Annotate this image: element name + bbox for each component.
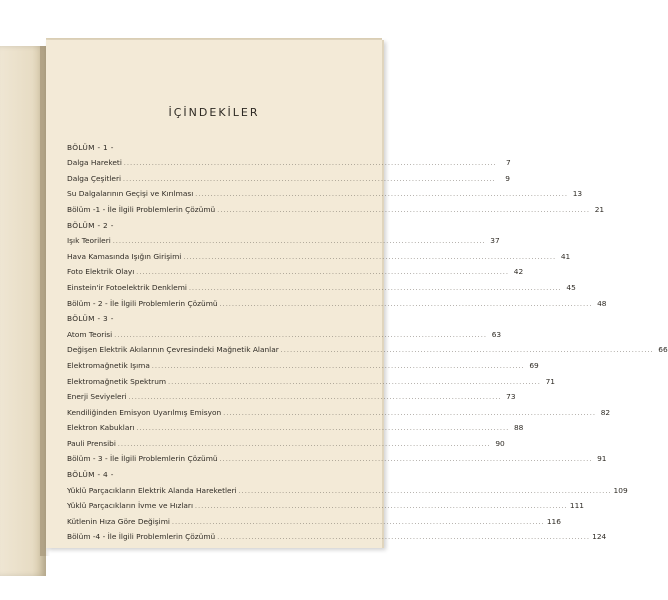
entry-page-number: 116 — [546, 516, 561, 526]
toc-entry — [67, 245, 571, 261]
section-label: BÖLÜM - 4 - — [67, 470, 114, 480]
entry-page-number: 37 — [490, 236, 500, 246]
table-of-contents — [67, 136, 668, 542]
leader-dots: ........................................................................................................................ — [223, 409, 597, 417]
entry-page-number: 42 — [513, 267, 524, 277]
leader-dots: ........................................................................................................................ — [217, 206, 591, 214]
entry-label: Dalga Çeşitleri — [67, 173, 122, 183]
toc-entry — [67, 276, 576, 292]
leader-dots: ........................................................................................................................ — [183, 253, 557, 261]
toc-entry — [67, 152, 511, 168]
toc-entry — [67, 417, 524, 433]
entry-label: Hava Kamasında Işığın Girişimi — [67, 251, 182, 261]
entry-page-number: 69 — [529, 360, 539, 370]
section-label: BÖLÜM - 1 - — [67, 142, 114, 152]
entry-label: Elektromağnetik Spektrum — [67, 376, 167, 386]
leader-dots: ........................................................................................................................ — [112, 238, 486, 246]
toc-entry — [67, 167, 510, 183]
toc-entry — [67, 339, 668, 355]
toc-entry — [67, 323, 502, 339]
entry-label: Bölüm - 2 - İle İlgili Problemlerin Çözümü — [67, 298, 218, 308]
leader-dots: ........................................................................................................................ — [136, 269, 510, 277]
toc-section-heading — [67, 136, 363, 152]
book-page — [46, 40, 668, 548]
section-label: BÖLÜM - 3 - — [67, 314, 114, 324]
entry-label: Bölüm - 3 - İle İlgili Problemlerin Çözümü — [67, 454, 218, 464]
entry-label: Foto Elektrik Olayı — [67, 267, 135, 277]
leader-dots: ........................................................................................................................ — [136, 425, 510, 433]
entry-label: Bölüm -1 - İle İlgili Problemlerin Çözümü — [67, 204, 216, 214]
entry-label: Pauli Prensibi — [67, 438, 116, 448]
entry-label: Su Dalgalarının Geçişi ve Kırılması — [67, 189, 194, 199]
entry-page-number: 90 — [495, 438, 505, 448]
leader-dots: ........................................................................................................................ — [128, 394, 502, 402]
toc-section-heading — [67, 308, 363, 324]
leader-dots: ........................................................................................................................ — [195, 191, 569, 199]
entry-label: Atom Teorisi — [67, 329, 113, 339]
entry-label: Elektron Kabukları — [67, 423, 135, 433]
toc-entry — [67, 401, 611, 417]
leader-dots: ........................................................................................................................ — [114, 331, 488, 339]
entry-label: Elektromağnetik Işıma — [67, 360, 150, 370]
toc-entry — [67, 230, 500, 246]
entry-page-number: 13 — [572, 189, 583, 199]
leader-dots: ........................................................................................................................ — [117, 440, 491, 448]
toc-entry — [67, 261, 524, 277]
entry-page-number: 71 — [545, 376, 555, 386]
toc-entry — [67, 526, 607, 542]
entry-page-number: 48 — [597, 298, 607, 308]
page-title: İÇİNDEKİLER — [168, 106, 260, 119]
leader-dots: ........................................................................................................................ — [238, 487, 612, 495]
toc-section-heading — [67, 463, 363, 479]
entry-label: Yüklü Parçacıkların İvme ve Hızları — [67, 501, 194, 511]
toc-entry — [67, 495, 585, 511]
entry-label: Değişen Elektrik Akılarının Çevresindeki Mağnetik Alanlar — [67, 345, 279, 355]
entry-page-number: 41 — [560, 251, 571, 261]
entry-label: Yüklü Parçacıkların Elektrik Alanda Hareketleri — [67, 485, 237, 495]
leader-dots: ........................................................................................................................ — [219, 300, 593, 308]
entry-page-number: 21 — [594, 204, 605, 214]
leader-dots: ........................................................................................................................ — [151, 362, 525, 370]
toc-entry — [67, 292, 607, 308]
entry-page-number: 66 — [658, 345, 668, 355]
entry-page-number: 9 — [505, 173, 510, 183]
entry-page-number: 124 — [592, 532, 607, 542]
toc-entry — [67, 448, 607, 464]
leader-dots: ........................................................................................................................ — [168, 378, 541, 386]
entry-page-number: 73 — [506, 392, 516, 402]
toc-entry — [67, 432, 505, 448]
leader-dots: ........................................................................................................................ — [280, 347, 654, 355]
entry-label: Dalga Hareketi — [67, 158, 122, 168]
toc-entry — [67, 198, 605, 214]
entry-page-number: 111 — [569, 501, 585, 511]
entry-label: Işık Teorileri — [67, 236, 111, 246]
toc-entry — [67, 479, 628, 495]
entry-label: Bölüm -4 - İle İlgili Problemlerin Çözümü — [67, 532, 216, 542]
entry-label: Enerji Seviyeleri — [67, 392, 127, 402]
leader-dots: ........................................................................................................................ — [188, 284, 562, 292]
toc-entry — [67, 370, 555, 386]
entry-page-number: 109 — [613, 485, 628, 495]
entry-page-number: 45 — [566, 282, 576, 292]
entry-page-number: 63 — [491, 329, 502, 339]
entry-label: Kütlenin Hıza Göre Değişimi — [67, 516, 170, 526]
entry-label: Kendiliğinden Emisyon Uyarılmış Emisyon — [67, 407, 222, 417]
section-label: BÖLÜM - 2 - — [67, 220, 114, 230]
leader-dots: ........................................................................................................................ — [219, 456, 593, 464]
leader-dots: ........................................................................................................................ — [123, 160, 497, 168]
toc-entry — [67, 354, 539, 370]
entry-page-number: 88 — [513, 423, 524, 433]
leader-dots: ........................................................................................................................ — [171, 518, 545, 526]
toc-section-heading — [67, 214, 363, 230]
toc-entry — [67, 386, 516, 402]
toc-entry — [67, 183, 583, 199]
leader-dots: ........................................................................................................................ — [123, 175, 496, 183]
toc-entry — [67, 510, 561, 526]
entry-page-number: 82 — [600, 407, 611, 417]
entry-page-number: 91 — [597, 454, 607, 464]
leader-dots: ........................................................................................................................ — [217, 534, 591, 542]
leader-dots: ........................................................................................................................ — [195, 503, 568, 511]
entry-label: Einstein'ir Fotoelektrik Denklemi — [67, 282, 187, 292]
entry-page-number: 7 — [506, 158, 511, 168]
